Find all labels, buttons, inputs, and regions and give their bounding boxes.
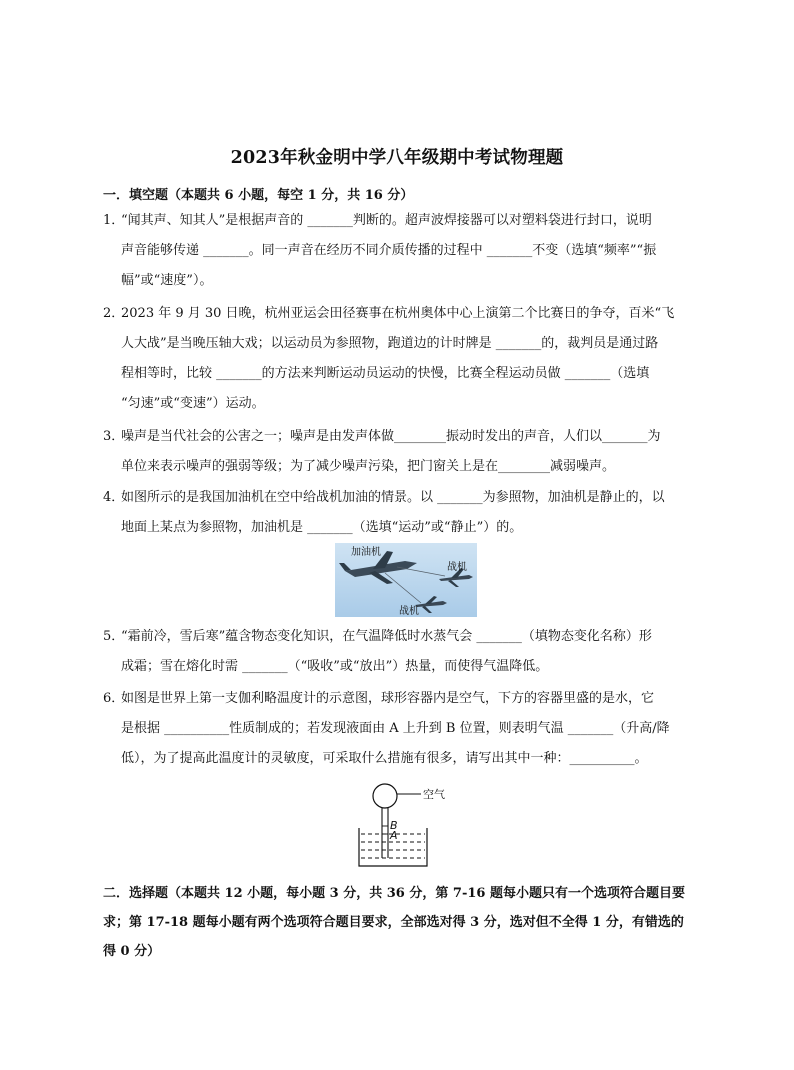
- question-2-line-3: 程相等时，比较 _______的方法来判断运动员运动的快慢，比赛全程运动员做 _______（选填: [121, 366, 650, 381]
- air-bulb: [373, 784, 397, 808]
- question-3-number: 3．: [103, 429, 125, 444]
- question-1-line-1: “闻其声、知其人”是根据声音的 _______判断的。超声波焊接器可以对塑料袋进行封口，说明: [121, 213, 652, 228]
- question-6-line-2: 是根据 __________性质制成的；若发现液面由 A 上升到 B 位置，则表明气温 _______（升高/降: [121, 721, 670, 736]
- question-5-line-2: 成霜；雪在熔化时需 _______（“吸收”或“放出”）热量，而使得气温降低。: [121, 659, 549, 674]
- question-2-line-4: “匀速”或“变速”）运动。: [121, 396, 265, 411]
- question-6-line-1: 如图是世界上第一支伽利略温度计的示意图，球形容器内是空气，下方的容器里盛的是水，它: [121, 691, 655, 706]
- thermometer-figure: [355, 778, 455, 870]
- refueling-image: [335, 543, 477, 617]
- label-b: B: [390, 819, 398, 832]
- question-2-line-2: 人大战”是当晚压轴大戏；以运动员为参照物，跑道边的计时牌是 _______的，裁判员是通过路: [121, 336, 659, 351]
- question-4-line-1: 如图所示的是我国加油机在空中给战机加油的情景。以 _______为参照物，加油机是静止的，以: [121, 490, 665, 505]
- question-2-number: 2．: [103, 306, 125, 321]
- question-4-line-2: 地面上某点为参照物，加油机是 _______（选填“运动”或“静止”）的。: [121, 520, 523, 535]
- refueling-figure: [335, 543, 477, 617]
- question-1-line-2: 声音能够传递 _______。同一声音在经历不同介质传播的过程中 _______不变（选填“频率”“振: [121, 243, 657, 258]
- question-1-line-3: 幅”或“速度”）。: [121, 273, 213, 288]
- question-5-line-1: “霜前冷，雪后寒”蕴含物态变化知识，在气温降低时水蒸气会 _______（填物态变化名称）形: [121, 629, 652, 644]
- air-label: 空气: [423, 788, 445, 801]
- question-2-line-1: 2023 年 9 月 30 日晚，杭州亚运会田径赛事在杭州奥体中心上演第二个比赛日的争夺，百米“飞: [121, 306, 675, 321]
- fighter-label-1: 战机: [447, 562, 467, 573]
- question-4-number: 4．: [103, 490, 125, 505]
- page-title: 2023年秋金明中学八年级期中考试物理题: [230, 148, 564, 168]
- thermometer-diagram: [355, 778, 455, 870]
- section-heading-choice-line-2: 求；第 17-18 题每小题有两个选项符合题目要求，全部选对得 3 分，选对但不全得 1 分，有错选的: [103, 915, 684, 930]
- section-heading-choice-line-1: 二．选择题（本题共 12 小题，每小题 3 分，共 36 分，第 7-16 题每小题只有一个选项符合题目要: [103, 886, 685, 901]
- question-1-number: 1．: [103, 213, 125, 228]
- question-3-line-2: 单位来表示噪声的强弱等级；为了减少噪声污染，把门窗关上是在________减弱噪声。: [121, 459, 616, 474]
- question-5-number: 5．: [103, 629, 125, 644]
- question-6-number: 6．: [103, 691, 125, 706]
- tanker-label: 加油机: [351, 547, 381, 558]
- question-3-line-1: 噪声是当代社会的公害之一；噪声是由发声体做________振动时发出的声音，人们以_______为: [121, 429, 661, 444]
- label-a: A: [390, 829, 398, 842]
- section-heading-choice-line-3: 得 0 分）: [103, 944, 161, 959]
- question-6-line-3: 低），为了提高此温度计的灵敏度，可采取什么措施有很多，请写出其中一种：__________。: [121, 751, 648, 766]
- section-heading-fill-in: 一．填空题（本题共 6 小题，每空 1 分，共 16 分）: [103, 188, 414, 203]
- fighter-label-2: 战机: [399, 606, 419, 617]
